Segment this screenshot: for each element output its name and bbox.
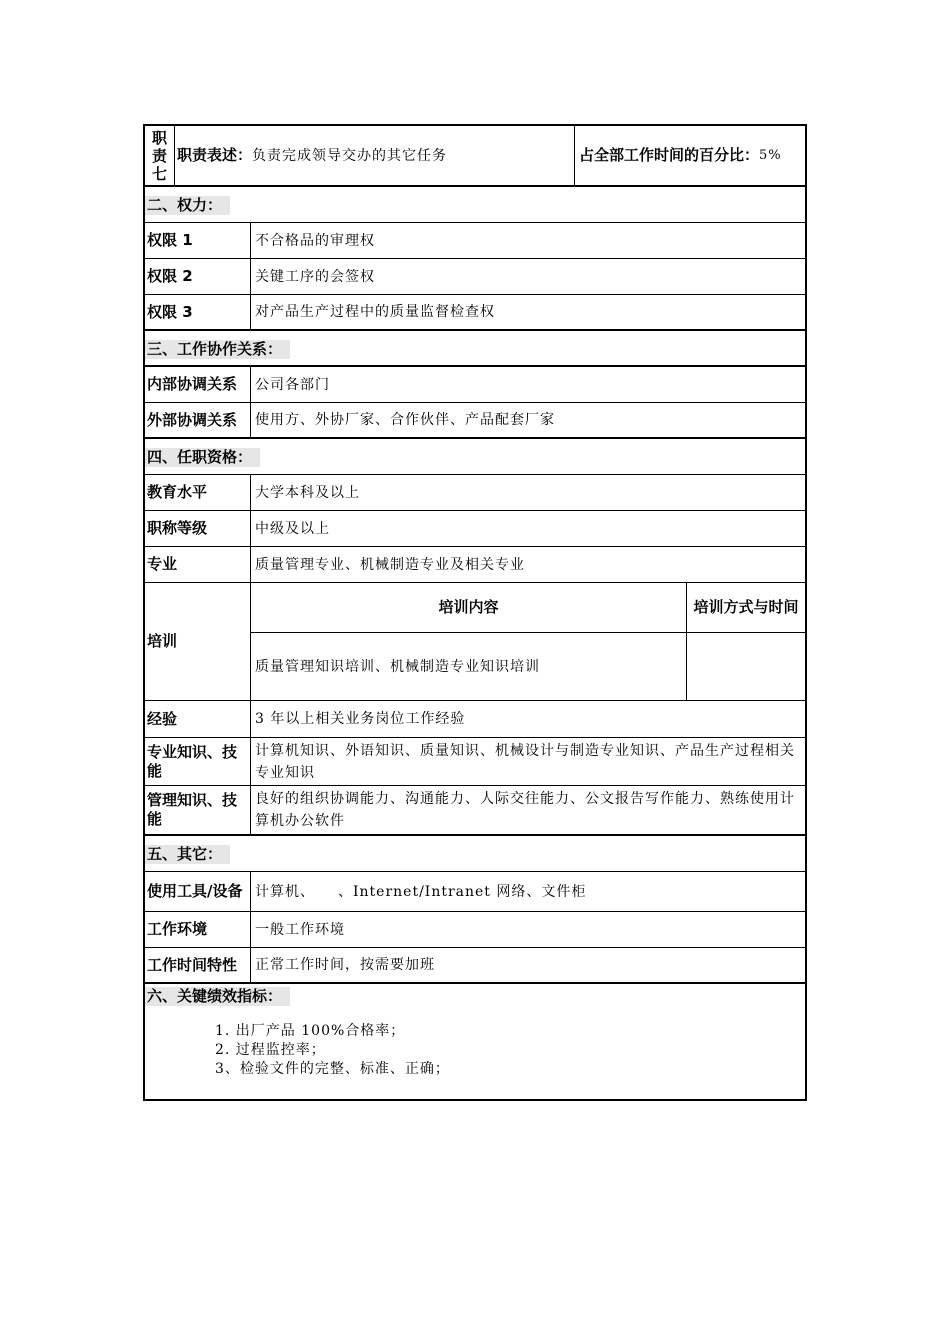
- section-kpi: [145, 984, 805, 1099]
- section-relations-title: 三、工作协作关系：: [145, 340, 290, 359]
- authority-1-value: 不合格品的审理权: [255, 232, 375, 249]
- training-label: 培训: [145, 583, 251, 700]
- work-time-label: 工作时间特性: [145, 948, 251, 982]
- section-qualifications-title: 四、任职资格：: [145, 448, 260, 467]
- external-relations-row: [145, 403, 805, 439]
- authority-row-3: [145, 295, 805, 331]
- mgmt-skill-row: [145, 786, 805, 836]
- education-row: [145, 475, 805, 511]
- environment-row: [145, 912, 805, 948]
- section-qualifications: [145, 439, 805, 475]
- training-method-header: 培训方式与时间: [693, 598, 799, 616]
- experience-label: 经验: [145, 701, 251, 737]
- internal-relations-value: 公司各部门: [255, 376, 330, 393]
- training-content-value: 质量管理知识培训、机械制造专业知识培训: [251, 633, 687, 700]
- authority-row-1: [145, 223, 805, 259]
- internal-relations-label: 内部协调关系: [145, 367, 251, 402]
- section-other-title: 五、其它：: [145, 845, 230, 864]
- training-method-value: [687, 633, 805, 700]
- environment-value: 一般工作环境: [255, 921, 345, 938]
- kpi-item-2: 2. 过程监控率；: [215, 1042, 326, 1058]
- title-level-label: 职称等级: [145, 511, 251, 546]
- major-row: [145, 547, 805, 583]
- section-authority-title: 二、权力：: [145, 196, 230, 215]
- education-label: 教育水平: [145, 475, 251, 510]
- duty-percentage-value: 5%: [759, 147, 782, 163]
- kpi-item-3: 3、检验文件的完整、标准、正确；: [215, 1061, 450, 1077]
- work-time-row: [145, 948, 805, 984]
- section-authority: [145, 187, 805, 223]
- external-relations-label: 外部协调关系: [145, 403, 251, 437]
- experience-row: [145, 701, 805, 738]
- major-value: 质量管理专业、机械制造专业及相关专业: [255, 556, 525, 573]
- authority-1-label: 权限 1: [145, 223, 251, 258]
- tools-value: 计算机、 、Internet/Intranet 网络、文件柜: [255, 883, 587, 900]
- duty-description-value: 负责完成领导交办的其它任务: [252, 147, 448, 164]
- internal-relations-row: [145, 367, 805, 403]
- pro-skill-value: 计算机知识、外语知识、质量知识、机械设计与制造专业知识、产品生产过程相关专业知识: [255, 742, 795, 781]
- duty-percentage: [575, 126, 805, 185]
- authority-2-label: 权限 2: [145, 259, 251, 294]
- education-value: 大学本科及以上: [255, 484, 360, 501]
- job-description-table: [143, 124, 807, 1101]
- duty-description: [175, 126, 575, 185]
- mgmt-skill-value: 良好的组织协调能力、沟通能力、人际交往能力、公文报告写作能力、熟练使用计算机办公软件: [255, 791, 795, 829]
- title-level-value: 中级及以上: [255, 520, 330, 537]
- external-relations-value: 使用方、外协厂家、合作伙伴、产品配套厂家: [255, 412, 555, 428]
- mgmt-skill-label: 管理知识、技能: [145, 786, 251, 834]
- tools-row: [145, 872, 805, 912]
- authority-2-value: 关键工序的会签权: [255, 268, 375, 285]
- section-relations: [145, 331, 805, 367]
- duty-description-label: 职责表述：: [177, 146, 253, 164]
- kpi-list: [215, 1022, 450, 1079]
- tools-label: 使用工具/设备: [145, 872, 251, 911]
- experience-value: 3 年以上相关业务岗位工作经验: [255, 711, 466, 727]
- authority-3-value: 对产品生产过程中的质量监督检查权: [255, 304, 495, 320]
- training-header: [251, 583, 805, 633]
- training-row: [145, 583, 805, 701]
- duty-percentage-label: 占全部工作时间的百分比：: [579, 146, 760, 164]
- authority-row-2: [145, 259, 805, 295]
- title-level-row: [145, 511, 805, 547]
- pro-skill-label: 专业知识、技能: [145, 738, 251, 785]
- section-kpi-title: 六、关键绩效指标：: [145, 987, 290, 1006]
- authority-3-label: 权限 3: [145, 295, 251, 329]
- duty-row: [145, 126, 805, 187]
- kpi-item-1: 1. 出厂产品 100%合格率；: [215, 1023, 406, 1039]
- environment-label: 工作环境: [145, 912, 251, 947]
- pro-skill-row: [145, 738, 805, 786]
- section-other: [145, 836, 805, 872]
- duty-number-label: 职 责 七: [145, 126, 175, 185]
- training-content-header: 培训内容: [251, 583, 687, 632]
- work-time-value: 正常工作时间，按需要加班: [255, 957, 435, 973]
- training-body: [251, 633, 805, 700]
- major-label: 专业: [145, 547, 251, 582]
